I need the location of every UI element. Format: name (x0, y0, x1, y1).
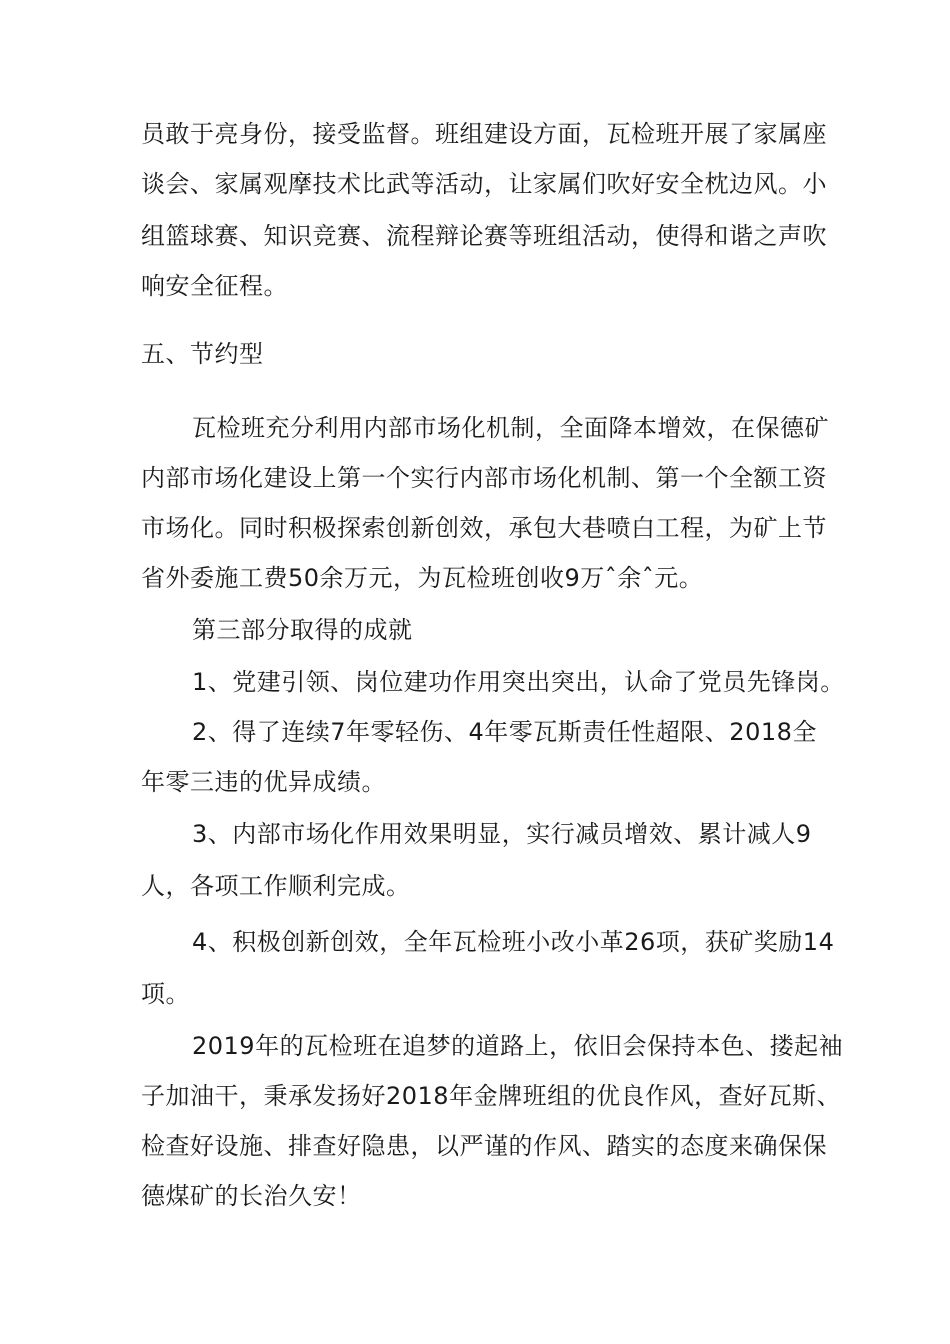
paragraph-line: 市场化。同时积极探索创新创效，承包大巷喷白工程，为矿上节 (141, 514, 827, 542)
paragraph-line: 检查好设施、排查好隐患，以严谨的作风、踏实的态度来确保保 (141, 1132, 827, 1160)
paragraph-line: 组篮球赛、知识竞赛、流程辩论赛等班组活动，使得和谐之声吹 (141, 222, 827, 250)
paragraph-line: 2019年的瓦检班在追梦的道路上，依旧会保持本色、搂起袖 (192, 1032, 844, 1060)
paragraph-line: 谈会、家属观摩技术比武等活动，让家属们吹好安全枕边风。小 (141, 170, 827, 198)
list-item: 3、内部市场化作用效果明显，实行减员增效、累计减人9 (192, 820, 812, 848)
list-item-continuation: 人，各项工作顺利完成。 (141, 872, 411, 900)
paragraph-line: 响安全征程。 (141, 272, 288, 300)
part-heading: 第三部分取得的成就 (192, 616, 413, 644)
list-item: 2、得了连续7年零轻伤、4年零瓦斯责任性超限、2018全 (192, 718, 817, 746)
list-item: 4、积极创新创效，全年瓦检班小改小革26项，获矿奖励14 (192, 928, 835, 956)
paragraph-line: 瓦检班充分利用内部市场化机制，全面降本增效，在保德矿 (192, 414, 829, 442)
paragraph-line: 员敢于亮身份，接受监督。班组建设方面，瓦检班开展了家属座 (141, 120, 827, 148)
paragraph-line: 内部市场化建设上第一个实行内部市场化机制、第一个全额工资 (141, 464, 827, 492)
paragraph-line: 德煤矿的长治久安！ (141, 1182, 362, 1210)
section-heading: 五、节约型 (141, 340, 264, 368)
list-item-continuation: 项。 (141, 980, 190, 1008)
list-item-continuation: 年零三违的优异成绩。 (141, 768, 386, 796)
list-item: 1、党建引领、岗位建功作用突出突出，认命了党员先锋岗。 (192, 668, 845, 696)
paragraph-line: 省外委施工费50余万元，为瓦检班创收9万ˆ余ˆ元。 (141, 564, 704, 592)
paragraph-line: 子加油干，秉承发扬好2018年金牌班组的优良作风，查好瓦斯、 (141, 1082, 842, 1110)
